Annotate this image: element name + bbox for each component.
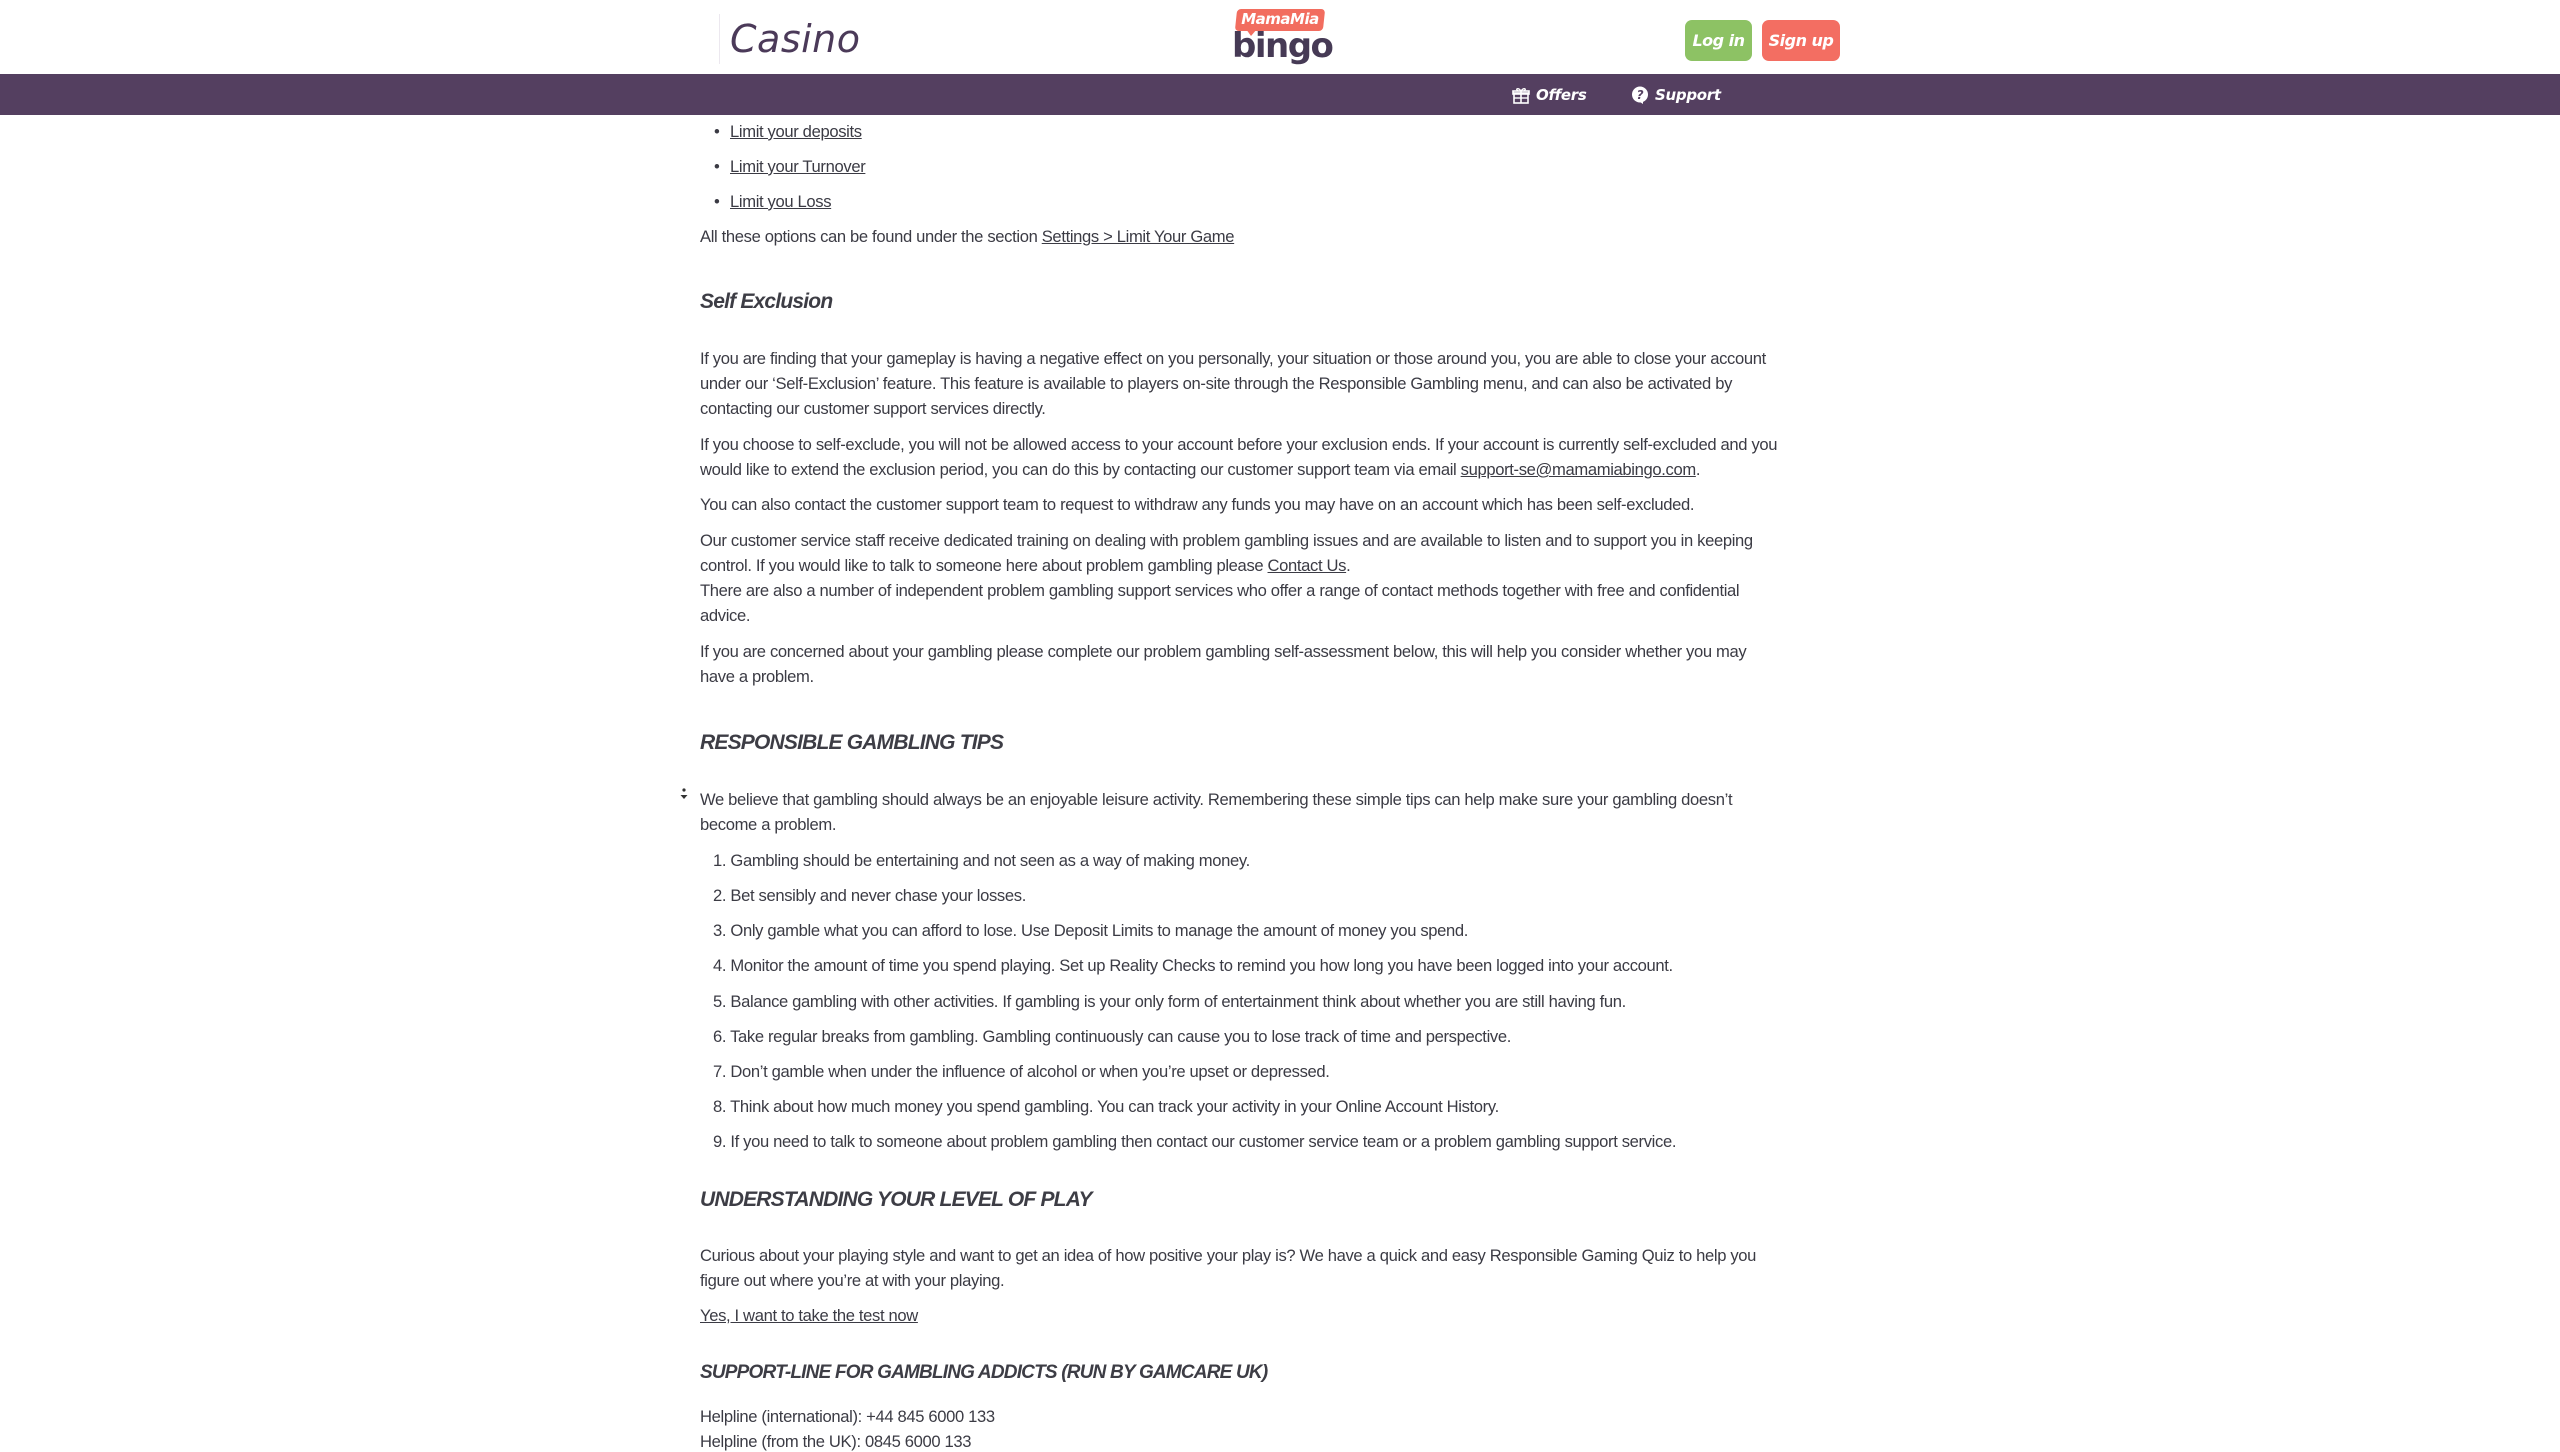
bullet-icon: •: [714, 122, 720, 141]
helpline-uk: Helpline (from the UK): 0845 6000 133: [700, 1432, 972, 1451]
paragraph-line: There are also a number of independent problem gambling support services who offer a range of contact methods together with free and confidential: [700, 581, 1740, 600]
paragraph-line: Curious about your playing style and want to get an idea of how positive your play is? We have a quick and easy Responsible Gaming Quiz to help you: [700, 1246, 1757, 1265]
tip-item: 3. Only gamble what you can afford to lose. Use Deposit Limits to manage the amount of money you spend.: [713, 921, 1469, 940]
tip-item: 4. Monitor the amount of time you spend playing. Set up Reality Checks to remind you how long you have been logged into your account.: [713, 956, 1673, 975]
settings-limit-link[interactable]: Settings > Limit Your Game: [1041, 227, 1235, 246]
tip-item: 5. Balance gambling with other activities. If gambling is your only form of entertainment think about whether you are still having fun.: [713, 992, 1626, 1011]
bullet-icon: •: [714, 157, 720, 176]
section-title[interactable]: Casino: [730, 17, 861, 61]
nav-item-offers[interactable]: [1512, 74, 1587, 115]
site-header: [0, 0, 2560, 74]
paragraph-line: You can also contact the customer support team to request to withdraw any funds you may have on an account which has been self-excluded.: [700, 495, 1695, 514]
tip-item: 8. Think about how much money you spend gambling. You can track your activity in your Online Account History.: [713, 1097, 1499, 1116]
nav-item-support[interactable]: [1631, 74, 1721, 115]
list-item: [714, 157, 866, 177]
support-line-heading: SUPPORT-LINE FOR GAMBLING ADDICTS (RUN BY GAMCARE UK): [700, 1362, 1268, 1383]
svg-text:?: ?: [1636, 87, 1644, 102]
paragraph-text: control. If you would like to talk to someone here about problem gambling please: [700, 556, 1268, 575]
sort-arrows-icon: [680, 787, 688, 801]
paragraph-line: have a problem.: [700, 667, 814, 686]
section-title-wrap: [719, 14, 861, 64]
signup-button[interactable]: Sign up: [1762, 20, 1840, 61]
contact-us-link[interactable]: Contact Us: [1267, 556, 1347, 575]
nav-label-support: Support: [1655, 85, 1721, 104]
nav-label-offers: Offers: [1536, 85, 1587, 104]
paragraph-line: under our ‘Self-Exclusion’ feature. This feature is available to players on-site through the Responsible Gambling menu, and can also be activated by: [700, 374, 1733, 393]
paragraph-line: figure out where you’re at with your playing.: [700, 1271, 1005, 1290]
paragraph-text: would like to extend the exclusion period, you can do this by contacting our customer support team via email: [700, 460, 1461, 479]
tip-item: 9. If you need to talk to someone about problem gambling then contact our customer service team or a problem gambling support service.: [713, 1132, 1677, 1151]
paragraph-line: [700, 1306, 918, 1326]
paragraph-line: [700, 460, 1700, 480]
helpline-international: Helpline (international): +44 845 6000 133: [700, 1407, 995, 1426]
tip-item: 1. Gambling should be entertaining and not seen as a way of making money.: [713, 851, 1250, 870]
paragraph-line: We believe that gambling should always be an enjoyable leisure activity. Remembering these simple tips can help make sure your gambling doesn’t: [700, 790, 1733, 809]
logo-text-mamamia: MamaMia: [1241, 10, 1319, 28]
support-email-link[interactable]: support-se@mamamiabingo.com: [1460, 460, 1696, 479]
level-of-play-heading: UNDERSTANDING YOUR LEVEL OF PLAY: [700, 1188, 1092, 1211]
paragraph-line: If you choose to self-exclude, you will not be allowed access to your account before your exclusion ends. If your account is currently self-excluded and you: [700, 435, 1778, 454]
tips-heading: RESPONSIBLE GAMBLING TIPS: [700, 731, 1004, 754]
paragraph-line: contacting our customer support services directly.: [700, 399, 1046, 418]
tip-item: 7. Don’t gamble when under the influence of alcohol or when you’re upset or depressed.: [713, 1062, 1330, 1081]
take-test-link[interactable]: Yes, I want to take the test now: [700, 1306, 918, 1325]
limits-note-text: All these options can be found under the section: [700, 227, 1042, 246]
paragraph-text: .: [1346, 556, 1351, 575]
limits-note: [700, 227, 1234, 247]
nav-bar: [0, 74, 2560, 115]
self-exclusion-heading: Self Exclusion: [700, 290, 833, 313]
logo-text-bingo: bingo: [1232, 26, 1333, 66]
limit-deposits-link[interactable]: Limit your deposits: [730, 122, 862, 141]
mamamia-bingo-logo[interactable]: [1232, 9, 1333, 67]
tip-item: 2. Bet sensibly and never chase your losses.: [713, 886, 1026, 905]
gift-icon: [1512, 86, 1530, 104]
paragraph-line: [700, 556, 1350, 576]
limit-turnover-link[interactable]: Limit your Turnover: [730, 157, 866, 176]
paragraph-line: Our customer service staff receive dedicated training on dealing with problem gambling issues and are available to listen and to support you in keeping: [700, 531, 1753, 550]
paragraph-text: .: [1695, 460, 1701, 479]
tip-item: 6. Take regular breaks from gambling. Gambling continuously can cause you to lose track of time and perspective.: [713, 1027, 1511, 1046]
paragraph-line: If you are concerned about your gambling please complete our problem gambling self-assessment below, this will help you consider whether you may: [700, 642, 1747, 661]
bullet-icon: •: [714, 192, 720, 211]
list-item: [714, 192, 832, 212]
paragraph-line: advice.: [700, 606, 751, 625]
question-bubble-icon: [1631, 86, 1649, 104]
paragraph-line: If you are finding that your gameplay is having a negative effect on you personally, your situation or those around you, you are able to close your account: [700, 349, 1766, 368]
limit-loss-link[interactable]: Limit you Loss: [730, 192, 832, 211]
list-item: [714, 122, 862, 142]
login-button[interactable]: Log in: [1685, 20, 1752, 61]
paragraph-line: become a problem.: [700, 815, 837, 834]
